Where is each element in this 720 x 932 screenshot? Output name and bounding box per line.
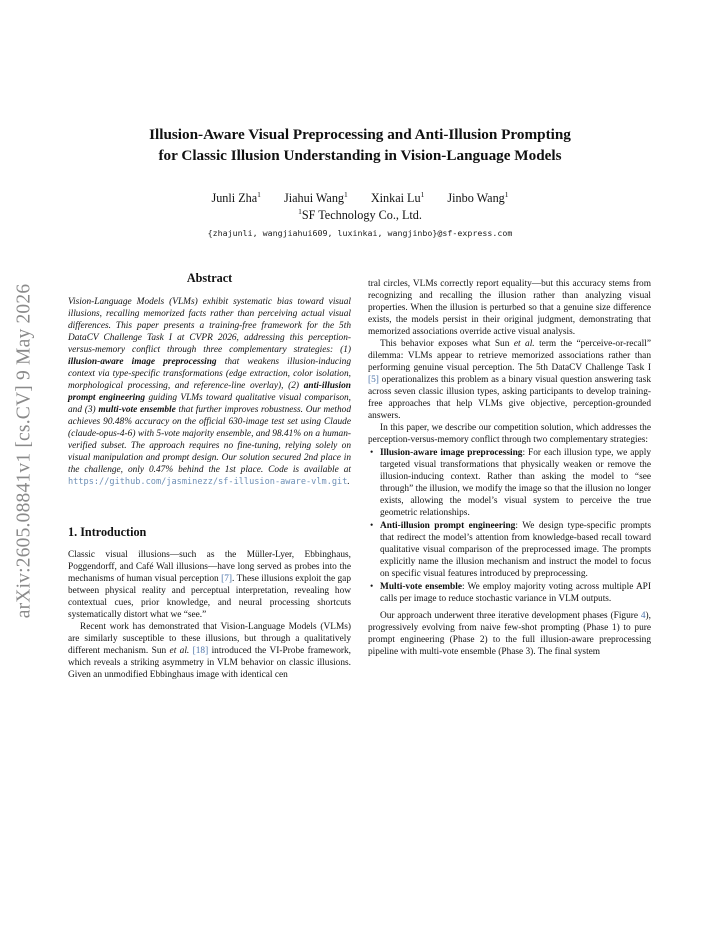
- author-name: Xinkai Lu: [370, 191, 421, 206]
- abstract-bold: anti-illusion prompt engineering: [68, 381, 351, 403]
- bullet-item: [368, 447, 651, 519]
- affiliation-mark: 1: [298, 207, 302, 216]
- author-4: [447, 190, 508, 206]
- affiliation-mark: 1: [344, 190, 348, 199]
- text-span: Our approach underwent three iterative development phases (Figure: [380, 611, 641, 621]
- author-3: [371, 190, 425, 206]
- affiliation-mark: 1: [257, 190, 261, 199]
- citation-link[interactable]: [7]: [221, 574, 233, 584]
- bullet-item: [368, 581, 651, 605]
- affiliation: [60, 207, 660, 223]
- right-paragraph-3: In this paper, we describe our competition solution, which addresses the perception-versus-memory conflict through two complementary strategies:: [368, 423, 651, 445]
- bullet-text: : We employ majority voting across multiple API calls per image to reduce stochastic variance in VLM outputs.: [380, 582, 651, 604]
- author-list: [60, 190, 660, 206]
- text-span: term the “perceive-or-recall” dilemma: VLMs appear to retrieve memorized associations rather than performing genuine visual perception. The 5th DataCV Challenge Task I: [368, 339, 651, 373]
- author-1: [211, 190, 260, 206]
- abstract-bold: illusion-aware image preprocessing: [68, 357, 217, 367]
- text-italic: et al.: [513, 339, 535, 349]
- right-paragraph-4: [368, 610, 651, 658]
- right-paragraph-1: tral circles, VLMs correctly report equality—but this accuracy stems from recognizing and recalling the illusion rather than analyzing visual properties. When the illusion is perturbed so that a genuine size difference exists, the models persist in their original judgment, demonstrating that memorized associations override active visual analysis.: [368, 279, 651, 337]
- author-emails: {zhajunli, wangjiahui609, luxinkai, wangjinbo}@sf-express.com: [207, 228, 513, 238]
- affiliation-name: SF Technology Co., Ltd.: [301, 208, 422, 223]
- abstract-heading: Abstract: [186, 271, 233, 285]
- abstract-span: that further improves robustness. Our method achieves 90.48% accuracy on the official 630-image test set using Claude (claude-opus-4-6) with 5-vote majority ensemble, and 98.41% on a human-verified subset. The approach requires no fine-tuning, relying solely on visual manipulation and prompt design. Our solution secured 2nd place in the challenge, only 0.47% behind the 1st place. Code is available at: [68, 405, 351, 475]
- figure-reference-link[interactable]: 4: [640, 611, 646, 621]
- text-span: operationalizes this problem as a binary visual question answering task across seven classic illusion types, asking participants to develop training-free approaches that help VLMs give objective, perception-grounded answers.: [368, 375, 651, 421]
- abstract-span: .: [347, 477, 350, 487]
- abstract-span: that weakens illusion-inducing context via type-specific transformations (edge extraction, color isolation, morphological processing, and reference-line overlay), (2): [68, 357, 351, 391]
- text-span: This behavior exposes what Sun: [380, 339, 514, 349]
- author-name: Jinbo Wang: [447, 191, 505, 206]
- text-span: . These illusions exploit the gap between physical reality and perceptual interpretation, revealing how contextual cues, prior knowledge, and neural processing shortcuts systematically distort what we “see.”: [68, 574, 351, 620]
- left-column: [68, 272, 351, 681]
- right-paragraph-2: [368, 338, 651, 422]
- bullet-bold: Anti-illusion prompt engineering: [380, 521, 516, 531]
- author-name: Junli Zha: [211, 191, 258, 206]
- affiliation-mark: 1: [504, 190, 509, 199]
- affiliation-mark: 1: [420, 190, 425, 199]
- right-column: [368, 278, 651, 658]
- abstract-span: Vision-Language Models (VLMs) exhibit systematic bias toward visual illusions, recalling memorized facts rather than perceiving actual visual differences. This paper presents a training-free framework for the 5th DataCV Challenge Task I at CVPR 2026, addressing this perception-versus-memory conflict through three complementary strategies: (1): [68, 297, 351, 355]
- bullet-text: : We design type-specific prompts that redirect the model’s attention from knowledge-based recall toward qualitative visual comparison of the preprocessed image. The prompts explicitly name the illusion mechanism and instruct the model to focus on specific visual features introduced by preprocessing.: [380, 521, 651, 579]
- intro-paragraph-2: [68, 621, 351, 681]
- section-heading-introduction: 1. Introduction: [68, 525, 147, 539]
- citation-link[interactable]: [5]: [368, 375, 379, 385]
- text-italic: et al.: [169, 646, 190, 656]
- author-name: Jiahui Wang: [283, 191, 345, 206]
- abstract-text: [68, 296, 351, 488]
- citation-link[interactable]: [18]: [189, 646, 209, 656]
- paper-title: [60, 124, 660, 166]
- text-span: Classic visual illusions—such as the Müller-Lyer, Ebbinghaus, Poggendorff, and Café Wall illusions—have long served as probes into the mechanisms of human visual perception: [68, 550, 351, 584]
- title-line-2: for Classic Illusion Understanding in Vision-Language Models: [158, 147, 562, 164]
- bullet-text: : For each illusion type, we apply targeted visual transformations that physically weaken or remove the illusion-inducing context. Rather than asking the model to “see through” the illusion, we modify the image so that the illusion no longer exists, allowing the model’s visual system to perceive the true geometric relationships.: [380, 448, 651, 518]
- bullet-bold: Multi-vote ensemble: [380, 582, 462, 592]
- arxiv-identifier-text: arXiv:2605.08841v1 [cs.CV] 9 May 2026: [13, 283, 34, 619]
- bullet-bold: Illusion-aware image preprocessing: [380, 448, 523, 458]
- intro-paragraph-1: [68, 549, 351, 621]
- author-2: [284, 190, 348, 206]
- arxiv-identifier: [2, 262, 46, 640]
- abstract-span: guiding VLMs toward qualitative visual comparison, and (3): [68, 393, 352, 415]
- text-span: Recent work has demonstrated that Vision-Language Models (VLMs) are similarly susceptible to these illusions, but through a qualitatively different mechanism. Sun: [68, 622, 351, 656]
- text-span: introduced the VI-Probe framework, which reveals a striking asymmetry in VLM behavior on classic illusions. Given an unmodified Ebbinghaus image with identical cen: [68, 646, 351, 680]
- bullet-item: [368, 520, 651, 580]
- text-span: ), progressively evolving from naive few-shot prompting (Phase 1) to pure prompt engineering (Phase 2) to the full illusion-aware preprocessing pipeline with multi-vote ensemble (Phase 3). The final system: [368, 611, 651, 657]
- code-link[interactable]: https://github.com/jasminezz/sf-illusion-aware-vlm.git: [68, 477, 348, 487]
- title-line-1: Illusion-Aware Visual Preprocessing and Anti-Illusion Prompting: [149, 126, 571, 143]
- abstract-bold: multi-vote ensemble: [98, 405, 176, 415]
